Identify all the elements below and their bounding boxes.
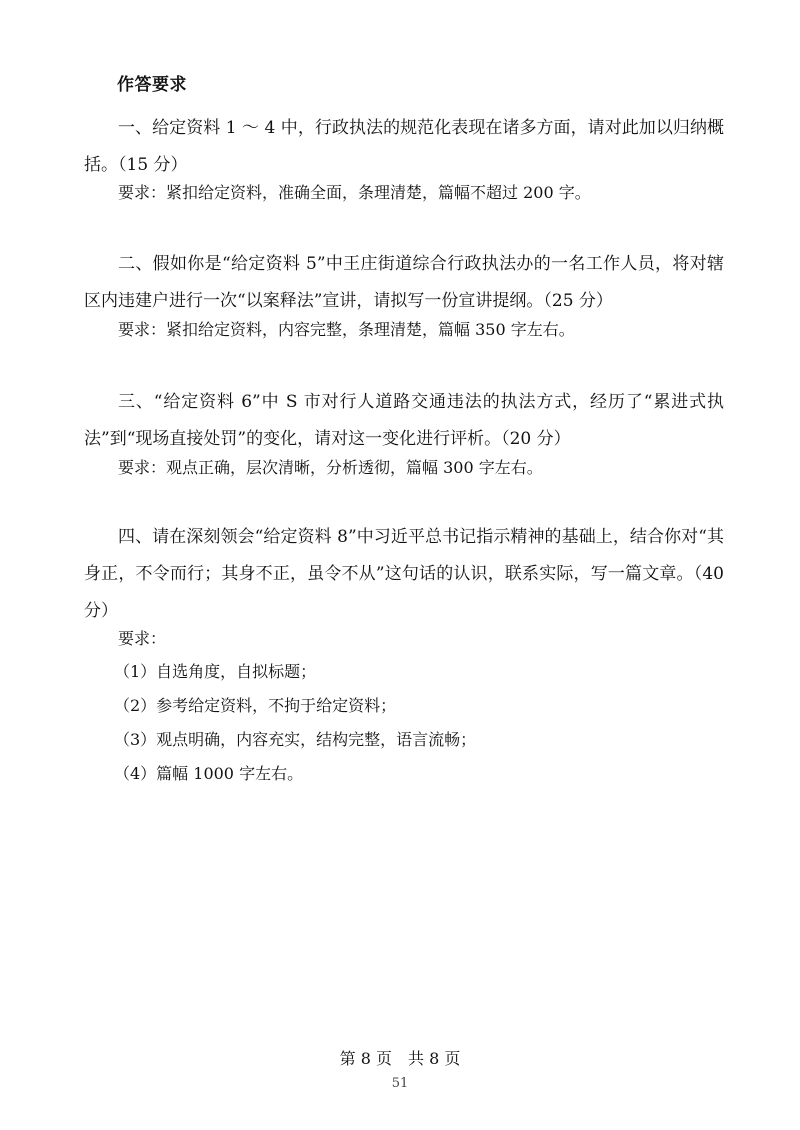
- question-2-requirement: 要求：紧扣给定资料，内容完整，条理清楚，篇幅 350 字左右。: [118, 320, 575, 339]
- question-1: 一、给定资料 1 ～ 4 中，行政执法的规范化表现在诸多方面，请对此加以归纳概括。（15 分）: [84, 118, 724, 175]
- question-4-requirement-list: [114, 660, 476, 796]
- question-2: 二、假如你是“给定资料 5”中王庄街道综合行政执法办的一名工作人员，将对辖区内违建户进行一次“以案释法”宣讲，请拟写一份宣讲提纲。（25 分）: [84, 254, 724, 311]
- requirement-item: （1）自选角度，自拟标题；: [114, 662, 317, 681]
- question-3: 三、“给定资料 6”中 S 市对行人道路交通违法的执法方式，经历了“累进式执法”到“现场直接处罚”的变化，请对这一变化进行评析。（20 分）: [84, 392, 724, 449]
- requirement-item: （4）篇幅 1000 字左右。: [114, 764, 304, 783]
- question-4: 四、请在深刻领会“给定资料 8”中习近平总书记指示精神的基础上，结合你对“其身正，不令而行；其身不正，虽令不从”这句话的认识，联系实际，写一篇文章。（40 分）: [84, 527, 724, 621]
- question-4-requirement: 要求：: [118, 629, 167, 648]
- question-1-requirement: 要求：紧扣给定资料，准确全面，条理清楚，篇幅不超过 200 字。: [118, 183, 591, 202]
- section-heading: 作答要求: [117, 75, 187, 95]
- question-3-requirement: 要求：观点正确，层次清晰，分析透彻，篇幅 300 字左右。: [118, 458, 543, 477]
- requirement-item: （3）观点明确，内容充实，结构完整，语言流畅；: [114, 730, 477, 749]
- page-number: 51: [391, 1076, 409, 1091]
- page-indicator: 第 8 页 共 8 页: [339, 1049, 461, 1068]
- requirement-item: （2）参考给定资料，不拘于给定资料；: [114, 696, 397, 715]
